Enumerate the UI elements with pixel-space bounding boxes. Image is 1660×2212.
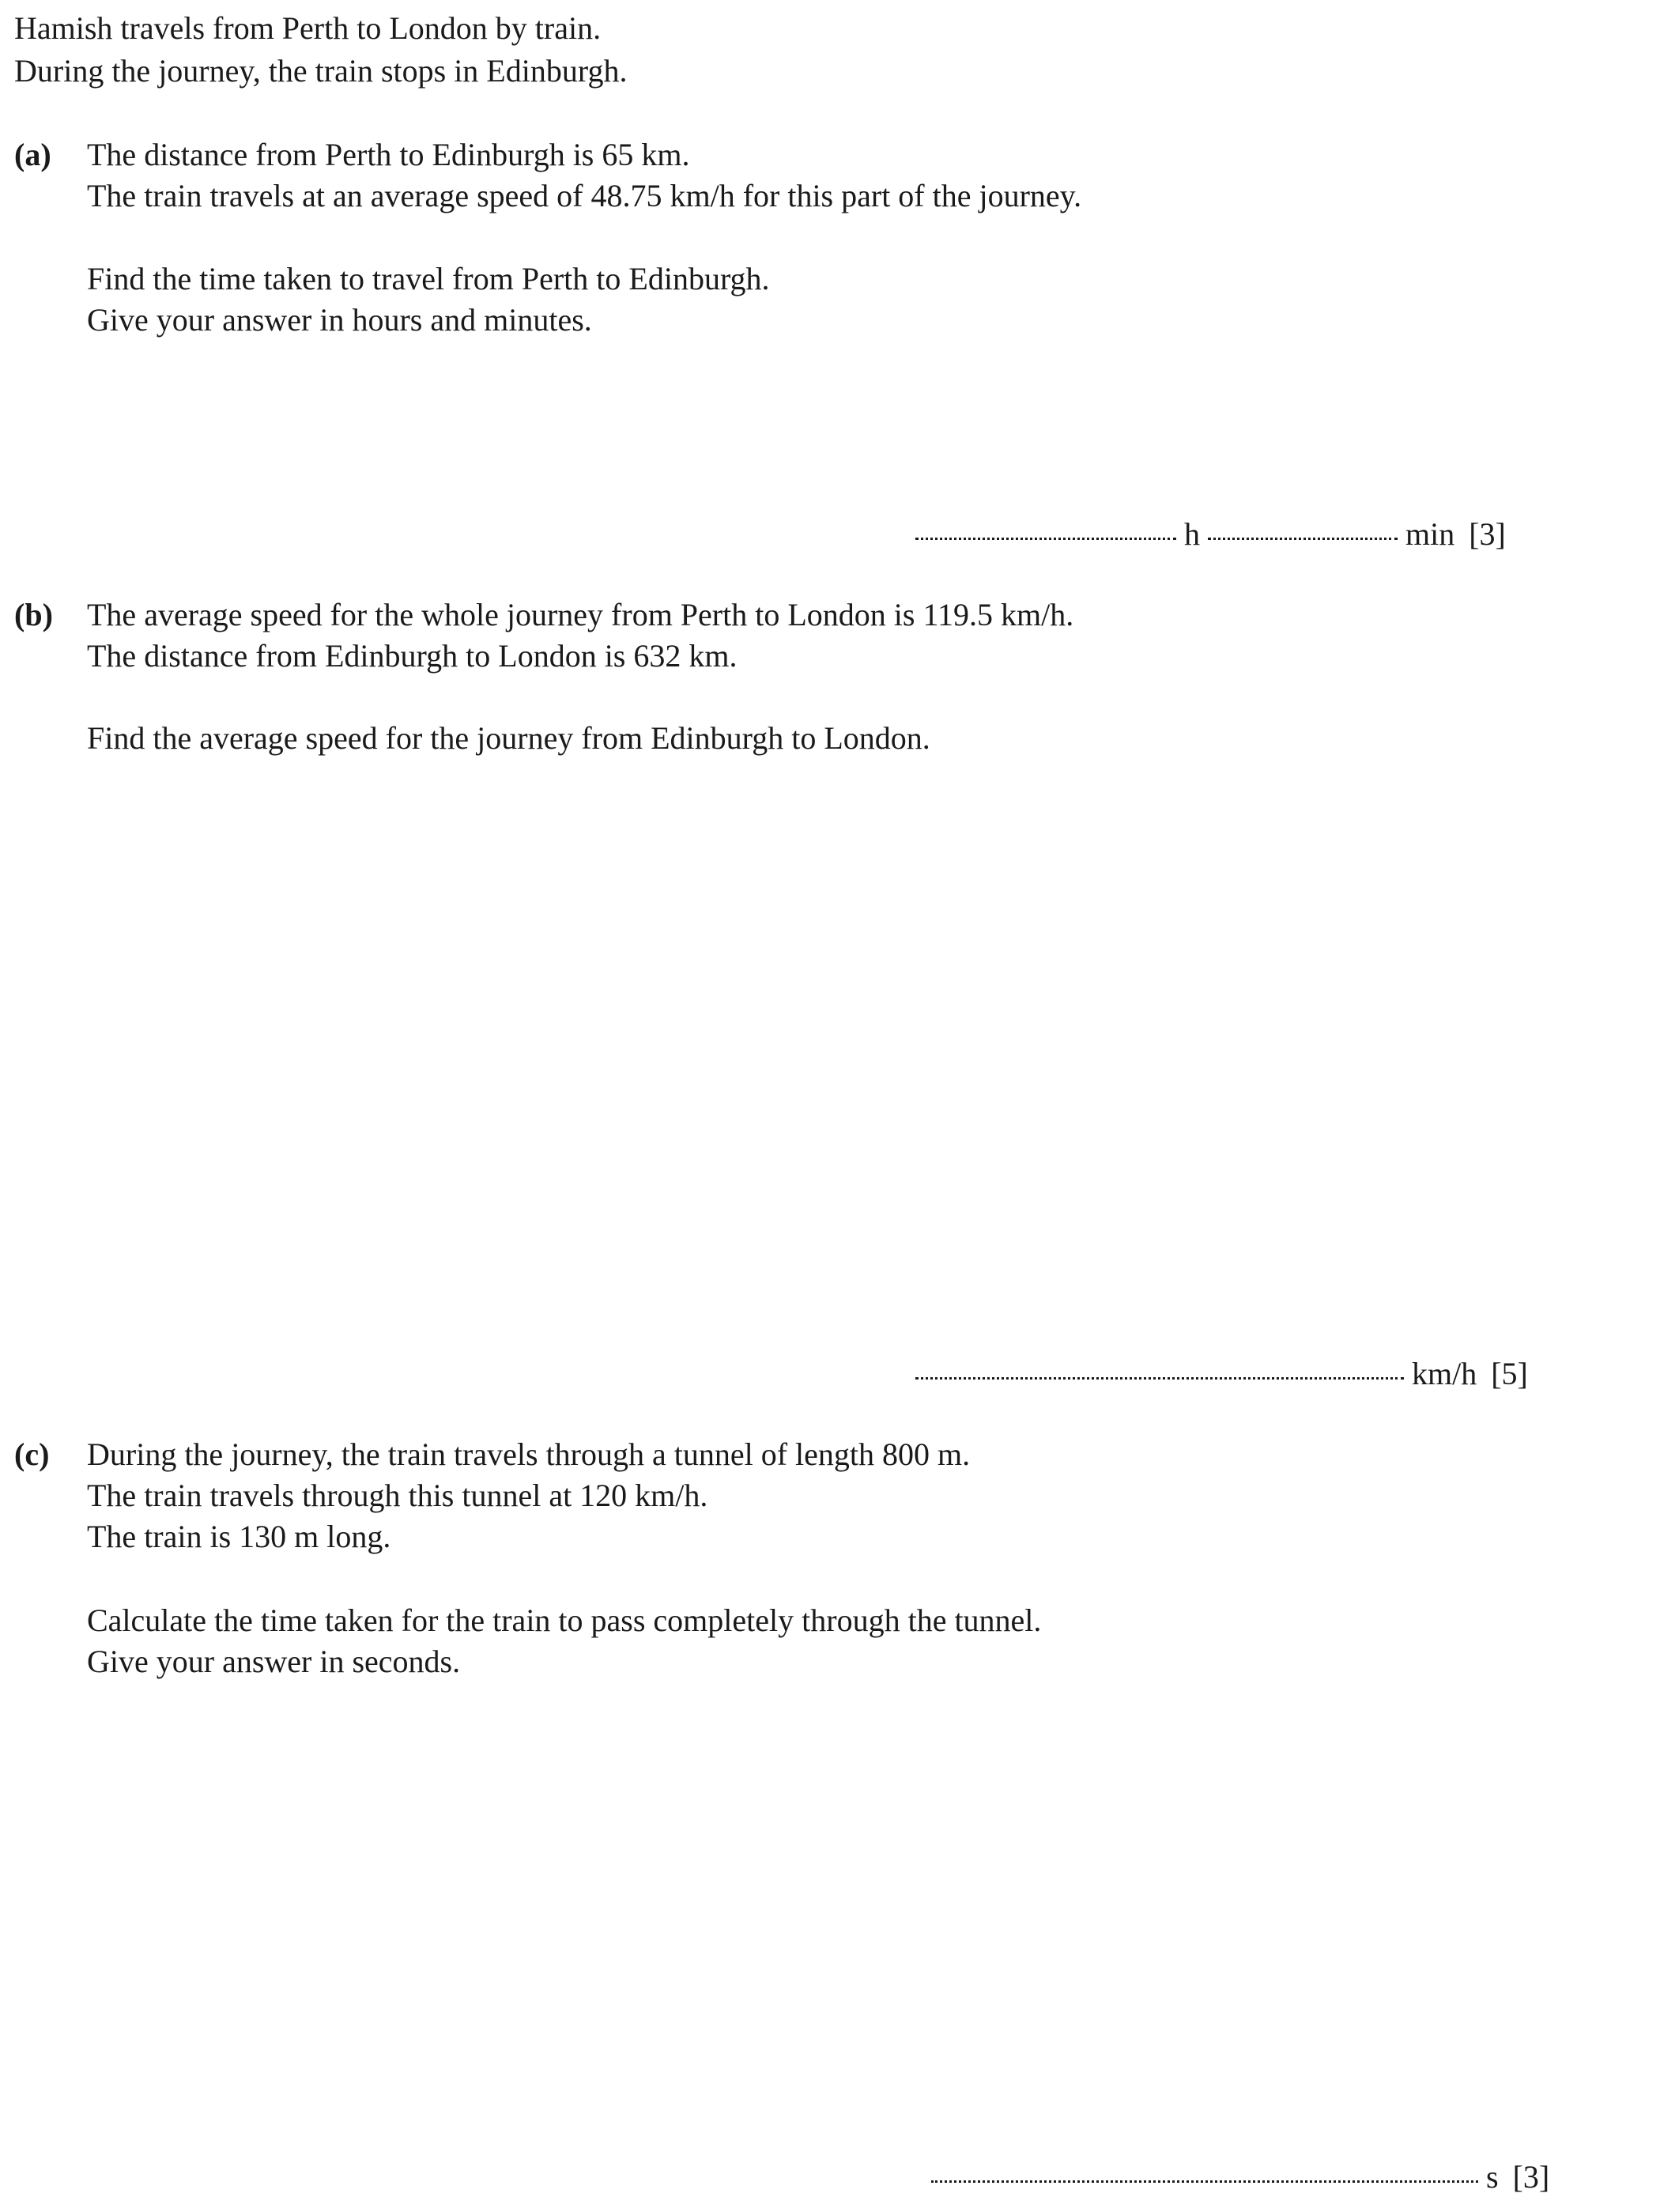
part-c-line-3: The train is 130 m long.: [87, 1519, 391, 1554]
part-a-label: (a): [14, 137, 51, 172]
part-c-answer-row: [931, 2157, 1549, 2198]
part-a-minutes-answer-line[interactable]: [1208, 538, 1398, 540]
part-a-minutes-unit: min: [1405, 516, 1455, 552]
part-a-hours-answer-line[interactable]: [915, 538, 1176, 540]
part-a-line-2: The train travels at an average speed of 48.75 km/h for this part of the journey.: [87, 178, 1082, 213]
intro-line-1: Hamish travels from Perth to London by train.: [14, 10, 602, 46]
part-c-unit: s: [1486, 2159, 1499, 2195]
part-c-line-1: During the journey, the train travels through a tunnel of length 800 m.: [87, 1436, 971, 1472]
intro-line-2: During the journey, the train stops in Edinburgh.: [14, 53, 628, 89]
part-a-marks: [3]: [1469, 516, 1506, 552]
part-b-marks: [5]: [1491, 1356, 1528, 1391]
part-a-line-1: The distance from Perth to Edinburgh is 65 km.: [87, 137, 690, 172]
part-b-answer-row: [915, 1353, 1528, 1395]
part-b-answer-line[interactable]: [915, 1377, 1404, 1380]
part-b-unit: km/h: [1412, 1356, 1477, 1391]
part-c-marks: [3]: [1512, 2159, 1550, 2195]
part-a-line-4: Give your answer in hours and minutes.: [87, 302, 592, 338]
part-b-line-1: The average speed for the whole journey from Perth to London is 119.5 km/h.: [87, 597, 1074, 632]
part-b-line-2: The distance from Edinburgh to London is 632 km.: [87, 638, 738, 674]
part-a-line-3: Find the time taken to travel from Perth to Edinburgh.: [87, 261, 770, 296]
part-c-line-4: Calculate the time taken for the train to pass completely through the tunnel.: [87, 1602, 1042, 1638]
part-c-answer-line[interactable]: [931, 2180, 1478, 2183]
part-b-line-3: Find the average speed for the journey from Edinburgh to London.: [87, 720, 930, 756]
part-a-hours-unit: h: [1184, 516, 1200, 552]
part-a-answer-row: [915, 514, 1506, 555]
part-c-line-5: Give your answer in seconds.: [87, 1644, 461, 1679]
part-b-label: (b): [14, 597, 53, 632]
part-c-line-2: The train travels through this tunnel at 120 km/h.: [87, 1478, 708, 1513]
part-c-label: (c): [14, 1436, 50, 1472]
